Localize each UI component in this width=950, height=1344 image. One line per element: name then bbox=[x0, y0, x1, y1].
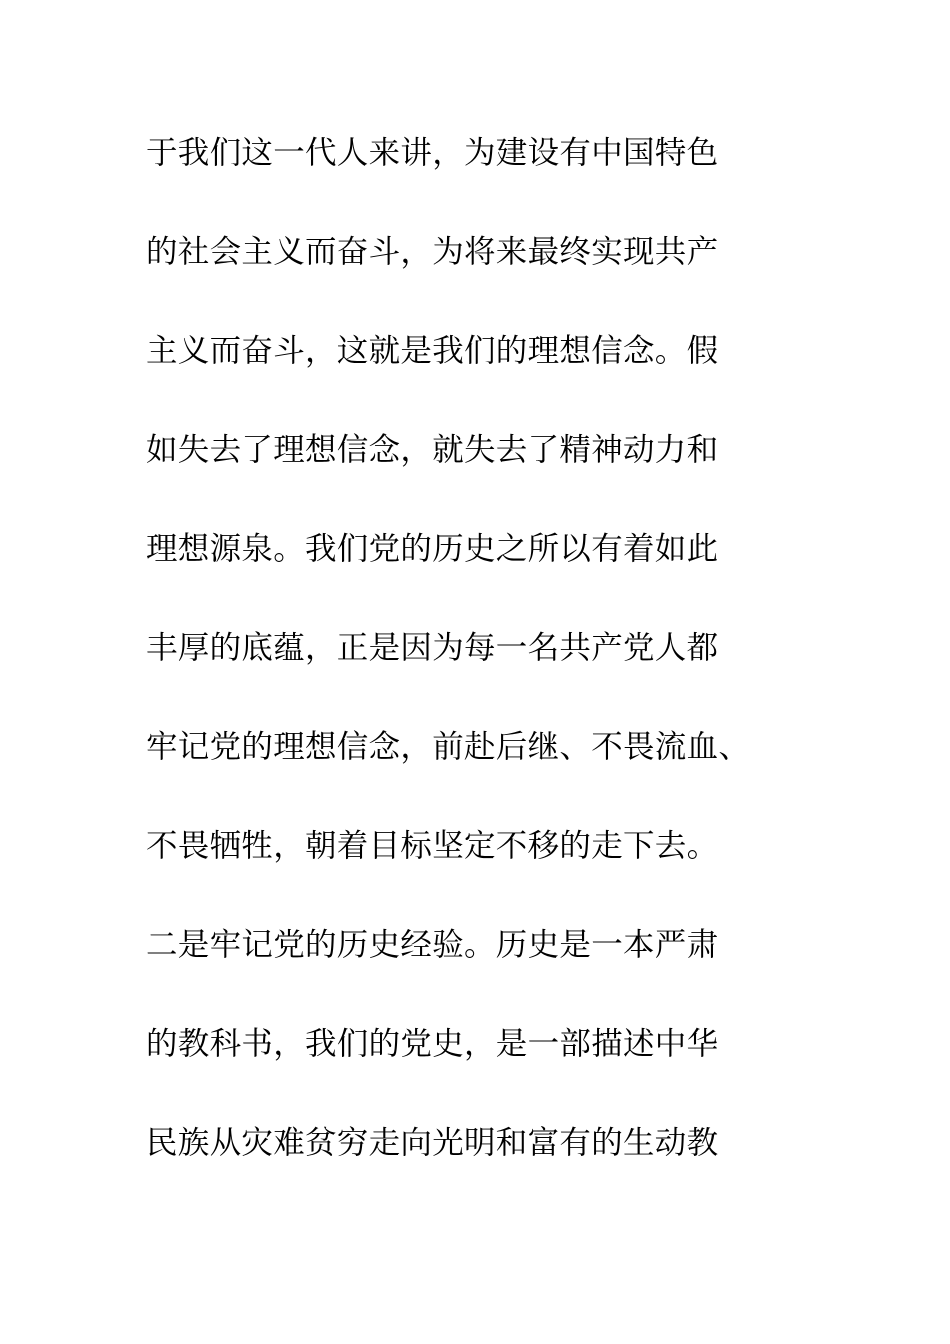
body-text bbox=[146, 122, 846, 1211]
text-line: 民族从灾难贫穷走向光明和富有的生动教 bbox=[146, 1125, 719, 1161]
text-line: 的社会主义而奋斗，为将来最终实现共产 bbox=[146, 234, 719, 270]
text-line: 理想源泉。我们党的历史之所以有着如此 bbox=[146, 531, 719, 567]
text-line: 如失去了理想信念，就失去了精神动力和 bbox=[146, 432, 719, 468]
text-line: 于我们这一代人来讲，为建设有中国特色 bbox=[146, 135, 719, 171]
text-line: 主义而奋斗，这就是我们的理想信念。假 bbox=[146, 333, 719, 369]
text-line: 二是牢记党的历史经验。历史是一本严肃 bbox=[146, 927, 719, 963]
text-line: 丰厚的底蕴，正是因为每一名共产党人都 bbox=[146, 630, 719, 666]
text-line: 不畏牺牲，朝着目标坚定不移的走下去。 bbox=[146, 828, 719, 864]
text-line: 牢记党的理想信念，前赴后继、不畏流血、 bbox=[146, 729, 751, 765]
text-line: 的教科书，我们的党史，是一部描述中华 bbox=[146, 1026, 719, 1062]
